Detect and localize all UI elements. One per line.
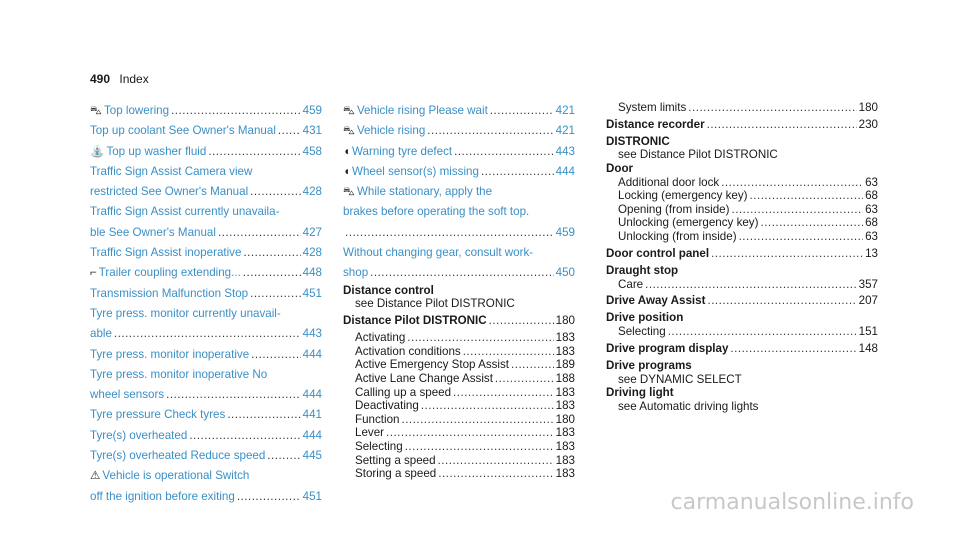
- entry-label: Transmission Malfunction Stop: [90, 286, 249, 300]
- entry-text: [606, 115, 705, 135]
- index-entry[interactable]: [343, 263, 575, 283]
- leader-dots: [218, 223, 301, 243]
- entry-label: Traffic Sign Assist inoperative: [90, 246, 242, 260]
- entry-text: [606, 264, 678, 278]
- entry-label: Activation conditions: [355, 344, 461, 358]
- index-entry: [343, 358, 575, 372]
- index-entry: [343, 372, 575, 386]
- entry-label: Tyre press. monitor currently unavail-: [90, 306, 281, 320]
- entry-label: Active Lane Change Assist: [355, 371, 493, 385]
- page-ref: 183: [555, 385, 575, 399]
- page-ref: 183: [555, 467, 575, 481]
- entry-label: Vehicle rising Please wait: [356, 104, 488, 117]
- index-entry[interactable]: [343, 162, 575, 182]
- index-entry[interactable]: [90, 345, 322, 365]
- leader-dots: [427, 121, 553, 141]
- entry-text: [90, 385, 164, 405]
- index-entry: [606, 291, 878, 311]
- leader-dots: [438, 454, 554, 468]
- index-entry[interactable]: [343, 202, 575, 222]
- section-title: Index: [119, 72, 149, 86]
- entry-label: Drive position: [606, 311, 684, 325]
- entry-label: Without changing gear, consult work-: [343, 246, 534, 260]
- index-entry[interactable]: [90, 304, 322, 324]
- entry-text: [343, 162, 479, 182]
- index-entry: [606, 148, 878, 162]
- page-ref: 427: [302, 225, 322, 239]
- entry-label: Tyre press. monitor inoperative No: [90, 367, 268, 381]
- leader-dots: [189, 426, 300, 446]
- entry-label: Vehicle is operational Switch: [102, 469, 250, 483]
- index-entry[interactable]: [90, 182, 322, 202]
- entry-label: Tyre press. monitor inoperative: [90, 347, 250, 361]
- entry-label: Top up coolant See Owner's Manual: [90, 124, 276, 138]
- tyre-warning-icon: ◖: [343, 144, 351, 158]
- index-entry: [606, 373, 878, 387]
- leader-dots: [250, 284, 301, 304]
- entry-text: [618, 400, 758, 414]
- page-ref: 63: [865, 175, 878, 189]
- page-ref: 183: [555, 331, 575, 345]
- page-ref: 63: [865, 230, 878, 244]
- entry-label: Selecting: [355, 439, 403, 453]
- page-header: [90, 72, 149, 86]
- entry-text: [618, 148, 778, 162]
- index-entry[interactable]: [343, 101, 575, 121]
- entry-text: [606, 386, 674, 400]
- entry-label: Driving light: [606, 386, 674, 400]
- index-entry: [606, 386, 878, 400]
- page-ref: 459: [302, 104, 322, 117]
- index-entry[interactable]: [343, 243, 575, 263]
- entry-text: [618, 176, 719, 190]
- entry-label: Tyre(s) overheated Reduce speed: [90, 449, 266, 463]
- entry-label: Trailer coupling extending...: [98, 266, 241, 280]
- page-ref: 451: [302, 286, 322, 300]
- leader-dots: [237, 487, 301, 507]
- entry-label: Additional door lock: [618, 175, 720, 189]
- page-ref: 450: [555, 266, 575, 280]
- index-column-1: [90, 101, 322, 507]
- entry-label: Traffic Sign Assist currently unavaila-: [90, 205, 280, 219]
- index-entry[interactable]: [90, 101, 322, 121]
- entry-text: [606, 162, 633, 176]
- index-entry: [606, 216, 878, 230]
- entry-label: Door: [606, 162, 634, 176]
- index-entry: [606, 339, 878, 359]
- page-ref: 459: [555, 225, 575, 239]
- entry-text: [90, 121, 276, 141]
- entry-text: [90, 223, 216, 243]
- leader-dots: [490, 101, 554, 121]
- index-entry[interactable]: [90, 487, 322, 507]
- entry-text: [606, 135, 670, 149]
- entry-text: [90, 324, 112, 344]
- leader-dots: [114, 324, 301, 344]
- page-ref: 183: [555, 399, 575, 413]
- index-entry: [343, 284, 575, 298]
- page-ref: 458: [302, 144, 322, 158]
- page-ref: 445: [302, 449, 322, 463]
- index-entry: [343, 331, 575, 345]
- leader-dots: [278, 121, 301, 141]
- entry-label: Function: [355, 412, 400, 426]
- index-entry[interactable]: [90, 385, 322, 405]
- entry-label: shop: [343, 266, 369, 280]
- index-entry[interactable]: [90, 446, 322, 466]
- entry-label: Opening (from inside): [618, 202, 730, 216]
- entry-label: see Automatic driving lights: [618, 399, 759, 413]
- entry-text: [606, 359, 692, 373]
- page-ref: 68: [865, 216, 878, 230]
- watermark: carmanualsonline.info: [670, 490, 914, 515]
- tyre-warning-icon: ◖: [343, 164, 351, 178]
- entry-text: [90, 466, 249, 486]
- entry-text: [90, 182, 248, 202]
- page-ref: 68: [865, 189, 878, 203]
- leader-dots: [730, 339, 856, 359]
- entry-text: [618, 230, 737, 244]
- entry-text: [355, 386, 451, 400]
- leader-dots: [688, 101, 856, 115]
- leader-dots: [370, 263, 554, 283]
- entry-text: [90, 365, 267, 385]
- page-ref: 183: [555, 453, 575, 467]
- entry-text: [343, 284, 434, 298]
- leader-dots: [243, 243, 300, 263]
- leader-dots: [421, 399, 554, 413]
- entry-label: Calling up a speed: [355, 385, 452, 399]
- entry-label: Care: [618, 277, 644, 291]
- entry-text: [355, 358, 509, 372]
- entry-label: see DYNAMIC SELECT: [618, 372, 742, 386]
- index-entry[interactable]: [90, 243, 322, 263]
- leader-dots: [251, 345, 300, 365]
- index-entry[interactable]: [90, 202, 322, 222]
- entry-label: Top up washer fluid: [106, 144, 207, 158]
- leader-dots: [721, 176, 863, 190]
- entry-label: restricted See Owner's Manual: [90, 185, 249, 199]
- leader-dots: [739, 230, 864, 244]
- leader-dots: [345, 223, 554, 243]
- page-ref: 443: [555, 144, 575, 158]
- leader-dots: [386, 426, 554, 440]
- index-entry: [606, 359, 878, 373]
- entry-label: Activating: [355, 331, 406, 345]
- index-entry: [606, 311, 878, 325]
- entry-label: Tyre pressure Check tyres: [90, 408, 226, 422]
- entry-text: [343, 202, 529, 222]
- entry-label: see Distance Pilot DISTRONIC: [355, 297, 515, 311]
- entry-text: [355, 399, 419, 413]
- car-rising-icon: ⛍: [343, 104, 355, 117]
- leader-dots: [243, 263, 301, 283]
- entry-text: [355, 440, 403, 454]
- entry-text: [606, 339, 728, 359]
- index-entry[interactable]: [90, 263, 322, 283]
- page-ref: 357: [858, 277, 878, 291]
- index-column-3: [606, 101, 878, 413]
- entry-label: Deactivating: [355, 399, 419, 413]
- entry-text: [343, 101, 488, 121]
- leader-dots: [463, 345, 554, 359]
- entry-label: Active Emergency Stop Assist: [355, 358, 510, 372]
- entry-label: off the ignition before exiting: [90, 489, 235, 503]
- warning-triangle-icon: ⚠: [90, 469, 101, 483]
- index-entry: [606, 230, 878, 244]
- leader-dots: [208, 142, 300, 162]
- index-entry[interactable]: [90, 466, 322, 486]
- entry-text: [606, 244, 709, 264]
- page-ref: 188: [555, 371, 575, 385]
- index-entry: [606, 101, 878, 115]
- entry-text: [90, 101, 169, 121]
- leader-dots: [454, 142, 554, 162]
- entry-text: [90, 284, 248, 304]
- trailer-coupling-icon: ⌐: [90, 266, 97, 280]
- entry-label: Distance recorder: [606, 117, 705, 131]
- page-ref: 180: [555, 412, 575, 426]
- entry-label: While stationary, apply the: [356, 185, 493, 199]
- index-entry[interactable]: [90, 142, 322, 162]
- entry-text: [343, 121, 425, 141]
- leader-dots: [495, 372, 554, 386]
- entry-label: Draught stop: [606, 263, 679, 277]
- index-entry: [343, 440, 575, 454]
- index-entry[interactable]: [90, 284, 322, 304]
- index-entry[interactable]: [90, 426, 322, 446]
- index-entry: [343, 426, 575, 440]
- page-ref: 180: [555, 313, 575, 327]
- entry-text: [618, 216, 758, 230]
- entry-label: Setting a speed: [355, 453, 436, 467]
- entry-label: Distance Pilot DISTRONIC: [343, 313, 487, 327]
- page-ref: 148: [858, 341, 878, 355]
- entry-text: [343, 243, 533, 263]
- entry-text: [90, 263, 241, 283]
- index-entry[interactable]: [90, 223, 322, 243]
- entry-label: Drive Away Assist: [606, 294, 706, 308]
- page-ref: 183: [555, 426, 575, 440]
- entry-text: [343, 142, 452, 162]
- leader-dots: [707, 291, 856, 311]
- car-rising-icon: ⛍: [343, 124, 355, 138]
- leader-dots: [711, 244, 863, 264]
- entry-text: [618, 325, 666, 339]
- index-entry[interactable]: [90, 405, 322, 425]
- leader-dots: [407, 331, 553, 345]
- entry-label: Distance control: [343, 283, 434, 297]
- page-ref: 230: [858, 117, 878, 131]
- index-entry[interactable]: [90, 121, 322, 141]
- page-ref: 451: [302, 489, 322, 503]
- index-entry[interactable]: [343, 223, 575, 243]
- entry-text: [343, 311, 487, 331]
- entry-text: [90, 405, 225, 425]
- entry-label: Storing a speed: [355, 467, 437, 481]
- index-entry: [343, 399, 575, 413]
- index-entry: [343, 345, 575, 359]
- index-entry: [606, 278, 878, 292]
- index-entry: [606, 176, 878, 190]
- leader-dots: [489, 311, 554, 331]
- page-ref: 207: [858, 294, 878, 308]
- entry-text: [90, 345, 249, 365]
- page-ref: 421: [555, 124, 575, 138]
- entry-text: [90, 426, 187, 446]
- page-ref: 443: [302, 327, 322, 341]
- entry-label: Top lowering: [103, 104, 170, 117]
- entry-text: [90, 142, 206, 162]
- leader-dots: [405, 440, 554, 454]
- leader-dots: [453, 386, 554, 400]
- index-entry[interactable]: [343, 121, 575, 141]
- index-entry: [606, 203, 878, 217]
- leader-dots: [731, 203, 863, 217]
- entry-label: Traffic Sign Assist Camera view: [90, 164, 253, 178]
- index-entry: [606, 244, 878, 264]
- entry-text: [355, 454, 436, 468]
- car-brake-icon: ⛍: [343, 185, 355, 199]
- index-entry: [606, 115, 878, 135]
- page-ref: 441: [302, 408, 322, 422]
- entry-text: [618, 203, 729, 217]
- entry-text: [355, 297, 515, 311]
- leader-dots: [166, 385, 301, 405]
- leader-dots: [645, 278, 857, 292]
- entry-label: Unlocking (emergency key): [618, 216, 759, 230]
- entry-text: [343, 182, 492, 202]
- index-entry: [606, 162, 878, 176]
- page-ref: 183: [555, 344, 575, 358]
- entry-text: [90, 243, 241, 263]
- leader-dots: [438, 467, 553, 481]
- entry-label: DISTRONIC: [606, 134, 670, 148]
- leader-dots: [760, 216, 863, 230]
- page-ref: 444: [302, 347, 322, 361]
- page-ref: 13: [865, 246, 878, 260]
- index-entry: [606, 325, 878, 339]
- entry-label: wheel sensors: [90, 388, 165, 402]
- index-entry[interactable]: [90, 162, 322, 182]
- index-entry: [606, 264, 878, 278]
- entry-label: Door control panel: [606, 246, 710, 260]
- index-entry: [606, 135, 878, 149]
- entry-text: [618, 189, 748, 203]
- page-ref: 428: [302, 246, 322, 260]
- car-lowering-icon: ⛍: [90, 104, 102, 117]
- page-ref: 428: [302, 185, 322, 199]
- washer-fluid-icon: ⛲: [90, 144, 105, 158]
- entry-label: Vehicle rising: [356, 124, 426, 138]
- entry-label: Locking (emergency key): [618, 189, 748, 203]
- entry-text: [355, 426, 384, 440]
- entry-label: Unlocking (from inside): [618, 230, 737, 244]
- page-ref: 183: [555, 439, 575, 453]
- entry-label: Warning tyre defect: [352, 144, 453, 158]
- leader-dots: [250, 182, 301, 202]
- entry-text: [606, 291, 705, 311]
- entry-text: [355, 413, 399, 427]
- entry-label: Wheel sensor(s) missing: [352, 164, 479, 178]
- entry-label: Selecting: [618, 325, 666, 339]
- entry-text: [355, 372, 493, 386]
- entry-label: ble See Owner's Manual: [90, 225, 216, 239]
- index-entry[interactable]: [343, 142, 575, 162]
- leader-dots: [171, 101, 301, 121]
- entry-label: System limits: [618, 101, 687, 114]
- entry-text: [618, 278, 643, 292]
- entry-text: [355, 467, 436, 481]
- entry-label: able: [90, 327, 112, 341]
- entry-label: Lever: [355, 426, 385, 440]
- leader-dots: [481, 162, 554, 182]
- entry-text: [90, 202, 279, 222]
- index-column-2: [343, 101, 575, 481]
- page-ref: 180: [858, 101, 878, 114]
- page-ref: 63: [865, 202, 878, 216]
- page-ref: 151: [858, 325, 878, 339]
- leader-dots: [401, 413, 553, 427]
- index-entry: [343, 386, 575, 400]
- entry-label: Drive programs: [606, 358, 692, 372]
- entry-text: [355, 345, 461, 359]
- entry-label: Tyre(s) overheated: [90, 428, 188, 442]
- entry-label: Drive program display: [606, 341, 729, 355]
- entry-text: [90, 304, 281, 324]
- index-entry: [343, 454, 575, 468]
- entry-text: [355, 331, 405, 345]
- page-ref: 448: [302, 266, 322, 280]
- index-entry[interactable]: [90, 324, 322, 344]
- index-entry[interactable]: [343, 182, 575, 202]
- leader-dots: [267, 446, 300, 466]
- index-entry: [606, 189, 878, 203]
- entry-text: [618, 101, 686, 115]
- page-ref: 444: [302, 428, 322, 442]
- index-entry: [343, 413, 575, 427]
- entry-text: [90, 162, 252, 182]
- page-ref: 431: [302, 124, 322, 138]
- entry-label: brakes before operating the soft top.: [343, 205, 530, 219]
- leader-dots: [227, 405, 300, 425]
- entry-text: [618, 373, 742, 387]
- entry-text: [90, 487, 235, 507]
- page-ref: 444: [302, 388, 322, 402]
- entry-text: [606, 311, 683, 325]
- index-entry: [606, 400, 878, 414]
- page-ref: 444: [555, 164, 575, 178]
- index-entry: [343, 297, 575, 311]
- entry-text: [343, 263, 368, 283]
- page-ref: 421: [555, 104, 575, 117]
- page-number: 490: [90, 72, 111, 86]
- leader-dots: [707, 115, 857, 135]
- index-entry: [343, 467, 575, 481]
- entry-text: [90, 446, 265, 466]
- leader-dots: [668, 325, 857, 339]
- entry-label: see Distance Pilot DISTRONIC: [618, 148, 778, 162]
- leader-dots: [511, 358, 554, 372]
- leader-dots: [750, 189, 864, 203]
- index-entry[interactable]: [90, 365, 322, 385]
- index-entry: [343, 311, 575, 331]
- page-ref: 189: [555, 358, 575, 372]
